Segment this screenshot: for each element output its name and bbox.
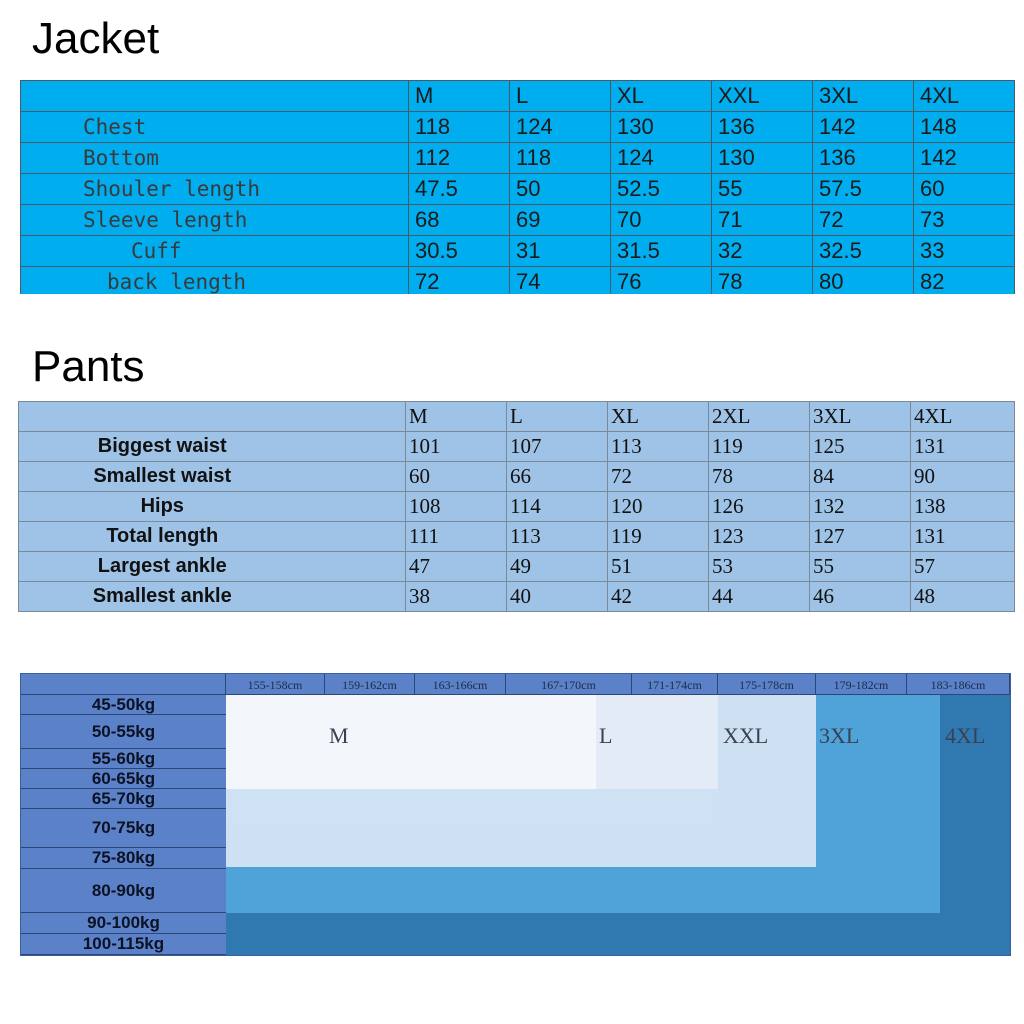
jacket-size-header: 3XL [813,81,914,112]
jacket-row [21,267,1015,298]
chart-header-corner [21,674,226,695]
weight-range-label: 45-50kg [21,695,226,715]
jacket-value-cell: 31 [510,236,611,267]
pants-row-label: Total length [19,522,306,552]
pants-value-cell: 40 [507,582,608,612]
height-range-header: 179-182cm [816,674,907,695]
pants-row-gap [306,462,406,492]
jacket-value-cell: 73 [914,205,1015,236]
jacket-size-header: M [409,81,510,112]
pants-value-cell: 101 [406,432,507,462]
pants-row-gap [306,582,406,612]
pants-row-gap [306,522,406,552]
pants-title: Pants [32,342,145,391]
pants-value-cell: 131 [911,522,1015,552]
pants-row-label: Smallest ankle [19,582,306,612]
jacket-row-gap [308,112,409,143]
pants-header-row [19,402,1015,432]
jacket-header-row [21,81,1015,112]
jacket-value-cell: 82 [914,267,1015,298]
pants-value-cell: 119 [709,432,810,462]
height-range-header: 159-162cm [325,674,415,695]
jacket-table-crop [0,294,1024,334]
jacket-row [21,112,1015,143]
pants-value-cell: 72 [608,462,709,492]
jacket-value-cell: 118 [510,143,611,174]
jacket-value-cell: 78 [712,267,813,298]
pants-size-header: XL [608,402,709,432]
jacket-header-blank [21,81,308,112]
pants-size-header: M [406,402,507,432]
height-range-header: 167-170cm [506,674,632,695]
jacket-value-cell: 60 [914,174,1015,205]
jacket-value-cell: 31.5 [611,236,712,267]
jacket-value-cell: 74 [510,267,611,298]
pants-value-cell: 78 [709,462,810,492]
pants-size-header: 2XL [709,402,810,432]
jacket-row-label: Sleeve length [21,205,308,236]
jacket-value-cell: 57.5 [813,174,914,205]
weight-range-label: 55-60kg [21,749,226,769]
pants-row [19,432,1015,462]
jacket-value-cell: 32.5 [813,236,914,267]
weight-range-label: 90-100kg [21,913,226,934]
weight-range-label: 50-55kg [21,715,226,749]
size-label-3xl: 3XL [819,723,860,748]
jacket-value-cell: 33 [914,236,1015,267]
pants-value-cell: 53 [709,552,810,582]
weight-range-label: 70-75kg [21,809,226,848]
pants-value-cell: 57 [911,552,1015,582]
height-range-header: 175-178cm [718,674,816,695]
pants-value-cell: 125 [810,432,911,462]
weight-range-label: 60-65kg [21,769,226,789]
pants-row [19,522,1015,552]
jacket-size-table [20,80,1015,298]
pants-row-label: Biggest waist [19,432,306,462]
pants-value-cell: 55 [810,552,911,582]
jacket-row-label: Shouler length [21,174,308,205]
pants-value-cell: 131 [911,432,1015,462]
pants-value-cell: 90 [911,462,1015,492]
jacket-row [21,236,1015,267]
height-range-header: 163-166cm [415,674,506,695]
jacket-header-gap [308,81,409,112]
jacket-value-cell: 76 [611,267,712,298]
pants-value-cell: 84 [810,462,911,492]
pants-row-gap [306,552,406,582]
pants-size-header: L [507,402,608,432]
jacket-value-cell: 112 [409,143,510,174]
jacket-value-cell: 70 [611,205,712,236]
pants-row-gap [306,492,406,522]
pants-value-cell: 108 [406,492,507,522]
weight-range-label: 100-115kg [21,934,226,955]
jacket-value-cell: 136 [712,112,813,143]
jacket-value-cell: 71 [712,205,813,236]
jacket-row-gap [308,143,409,174]
jacket-value-cell: 30.5 [409,236,510,267]
weight-range-label: 80-90kg [21,869,226,913]
pants-value-cell: 120 [608,492,709,522]
height-range-header: 171-174cm [632,674,718,695]
jacket-row-label: Chest [21,112,308,143]
jacket-value-cell: 148 [914,112,1015,143]
pants-value-cell: 114 [507,492,608,522]
pants-value-cell: 47 [406,552,507,582]
pants-value-cell: 126 [709,492,810,522]
jacket-value-cell: 130 [712,143,813,174]
pants-value-cell: 119 [608,522,709,552]
pants-size-header: 3XL [810,402,911,432]
pants-row-gap [306,432,406,462]
jacket-value-cell: 142 [914,143,1015,174]
pants-header-blank [19,402,306,432]
jacket-value-cell: 80 [813,267,914,298]
pants-size-header: 4XL [911,402,1015,432]
jacket-size-header: XXL [712,81,813,112]
pants-value-cell: 38 [406,582,507,612]
pants-value-cell: 127 [810,522,911,552]
jacket-value-cell: 130 [611,112,712,143]
jacket-value-cell: 72 [409,267,510,298]
pants-row [19,492,1015,522]
pants-value-cell: 51 [608,552,709,582]
jacket-value-cell: 50 [510,174,611,205]
pants-value-cell: 138 [911,492,1015,522]
height-range-header: 155-158cm [226,674,325,695]
pants-value-cell: 132 [810,492,911,522]
jacket-size-header: XL [611,81,712,112]
jacket-row-gap [308,205,409,236]
jacket-row-label: Cuff [21,236,308,267]
pants-value-cell: 113 [507,522,608,552]
jacket-value-cell: 47.5 [409,174,510,205]
pants-value-cell: 48 [911,582,1015,612]
pants-row-label: Smallest waist [19,462,306,492]
pants-value-cell: 49 [507,552,608,582]
jacket-row-label: Bottom [21,143,308,174]
jacket-row [21,143,1015,174]
pants-value-cell: 44 [709,582,810,612]
zone-m [226,695,596,789]
pants-value-cell: 113 [608,432,709,462]
jacket-row [21,174,1015,205]
jacket-value-cell: 142 [813,112,914,143]
jacket-row-gap [308,267,409,298]
jacket-title: Jacket [32,14,160,63]
jacket-value-cell: 32 [712,236,813,267]
pants-header-gap [306,402,406,432]
weight-range-label: 75-80kg [21,848,226,869]
pants-row [19,552,1015,582]
pants-row [19,582,1015,612]
height-weight-size-chart [20,673,1011,956]
size-label-4xl: 4XL [945,723,986,748]
jacket-row-label: back length [21,267,308,298]
weight-range-label: 65-70kg [21,789,226,809]
height-range-header: 183-186cm [907,674,1010,695]
jacket-value-cell: 72 [813,205,914,236]
jacket-size-header: 4XL [914,81,1015,112]
jacket-value-cell: 136 [813,143,914,174]
pants-value-cell: 111 [406,522,507,552]
pants-value-cell: 123 [709,522,810,552]
pants-size-table [18,401,1015,612]
jacket-value-cell: 124 [611,143,712,174]
jacket-size-header: L [510,81,611,112]
pants-value-cell: 66 [507,462,608,492]
jacket-value-cell: 68 [409,205,510,236]
pants-row-label: Largest ankle [19,552,306,582]
jacket-value-cell: 52.5 [611,174,712,205]
jacket-value-cell: 124 [510,112,611,143]
jacket-row [21,205,1015,236]
pants-value-cell: 60 [406,462,507,492]
jacket-value-cell: 69 [510,205,611,236]
pants-value-cell: 46 [810,582,911,612]
size-label-xxl: XXL [723,723,769,748]
pants-row-label: Hips [19,492,306,522]
jacket-value-cell: 55 [712,174,813,205]
pants-value-cell: 42 [608,582,709,612]
jacket-row-gap [308,174,409,205]
pants-row [19,462,1015,492]
size-label-l: L [599,723,613,748]
pants-value-cell: 107 [507,432,608,462]
jacket-row-gap [308,236,409,267]
size-label-m: M [329,723,349,748]
jacket-value-cell: 118 [409,112,510,143]
